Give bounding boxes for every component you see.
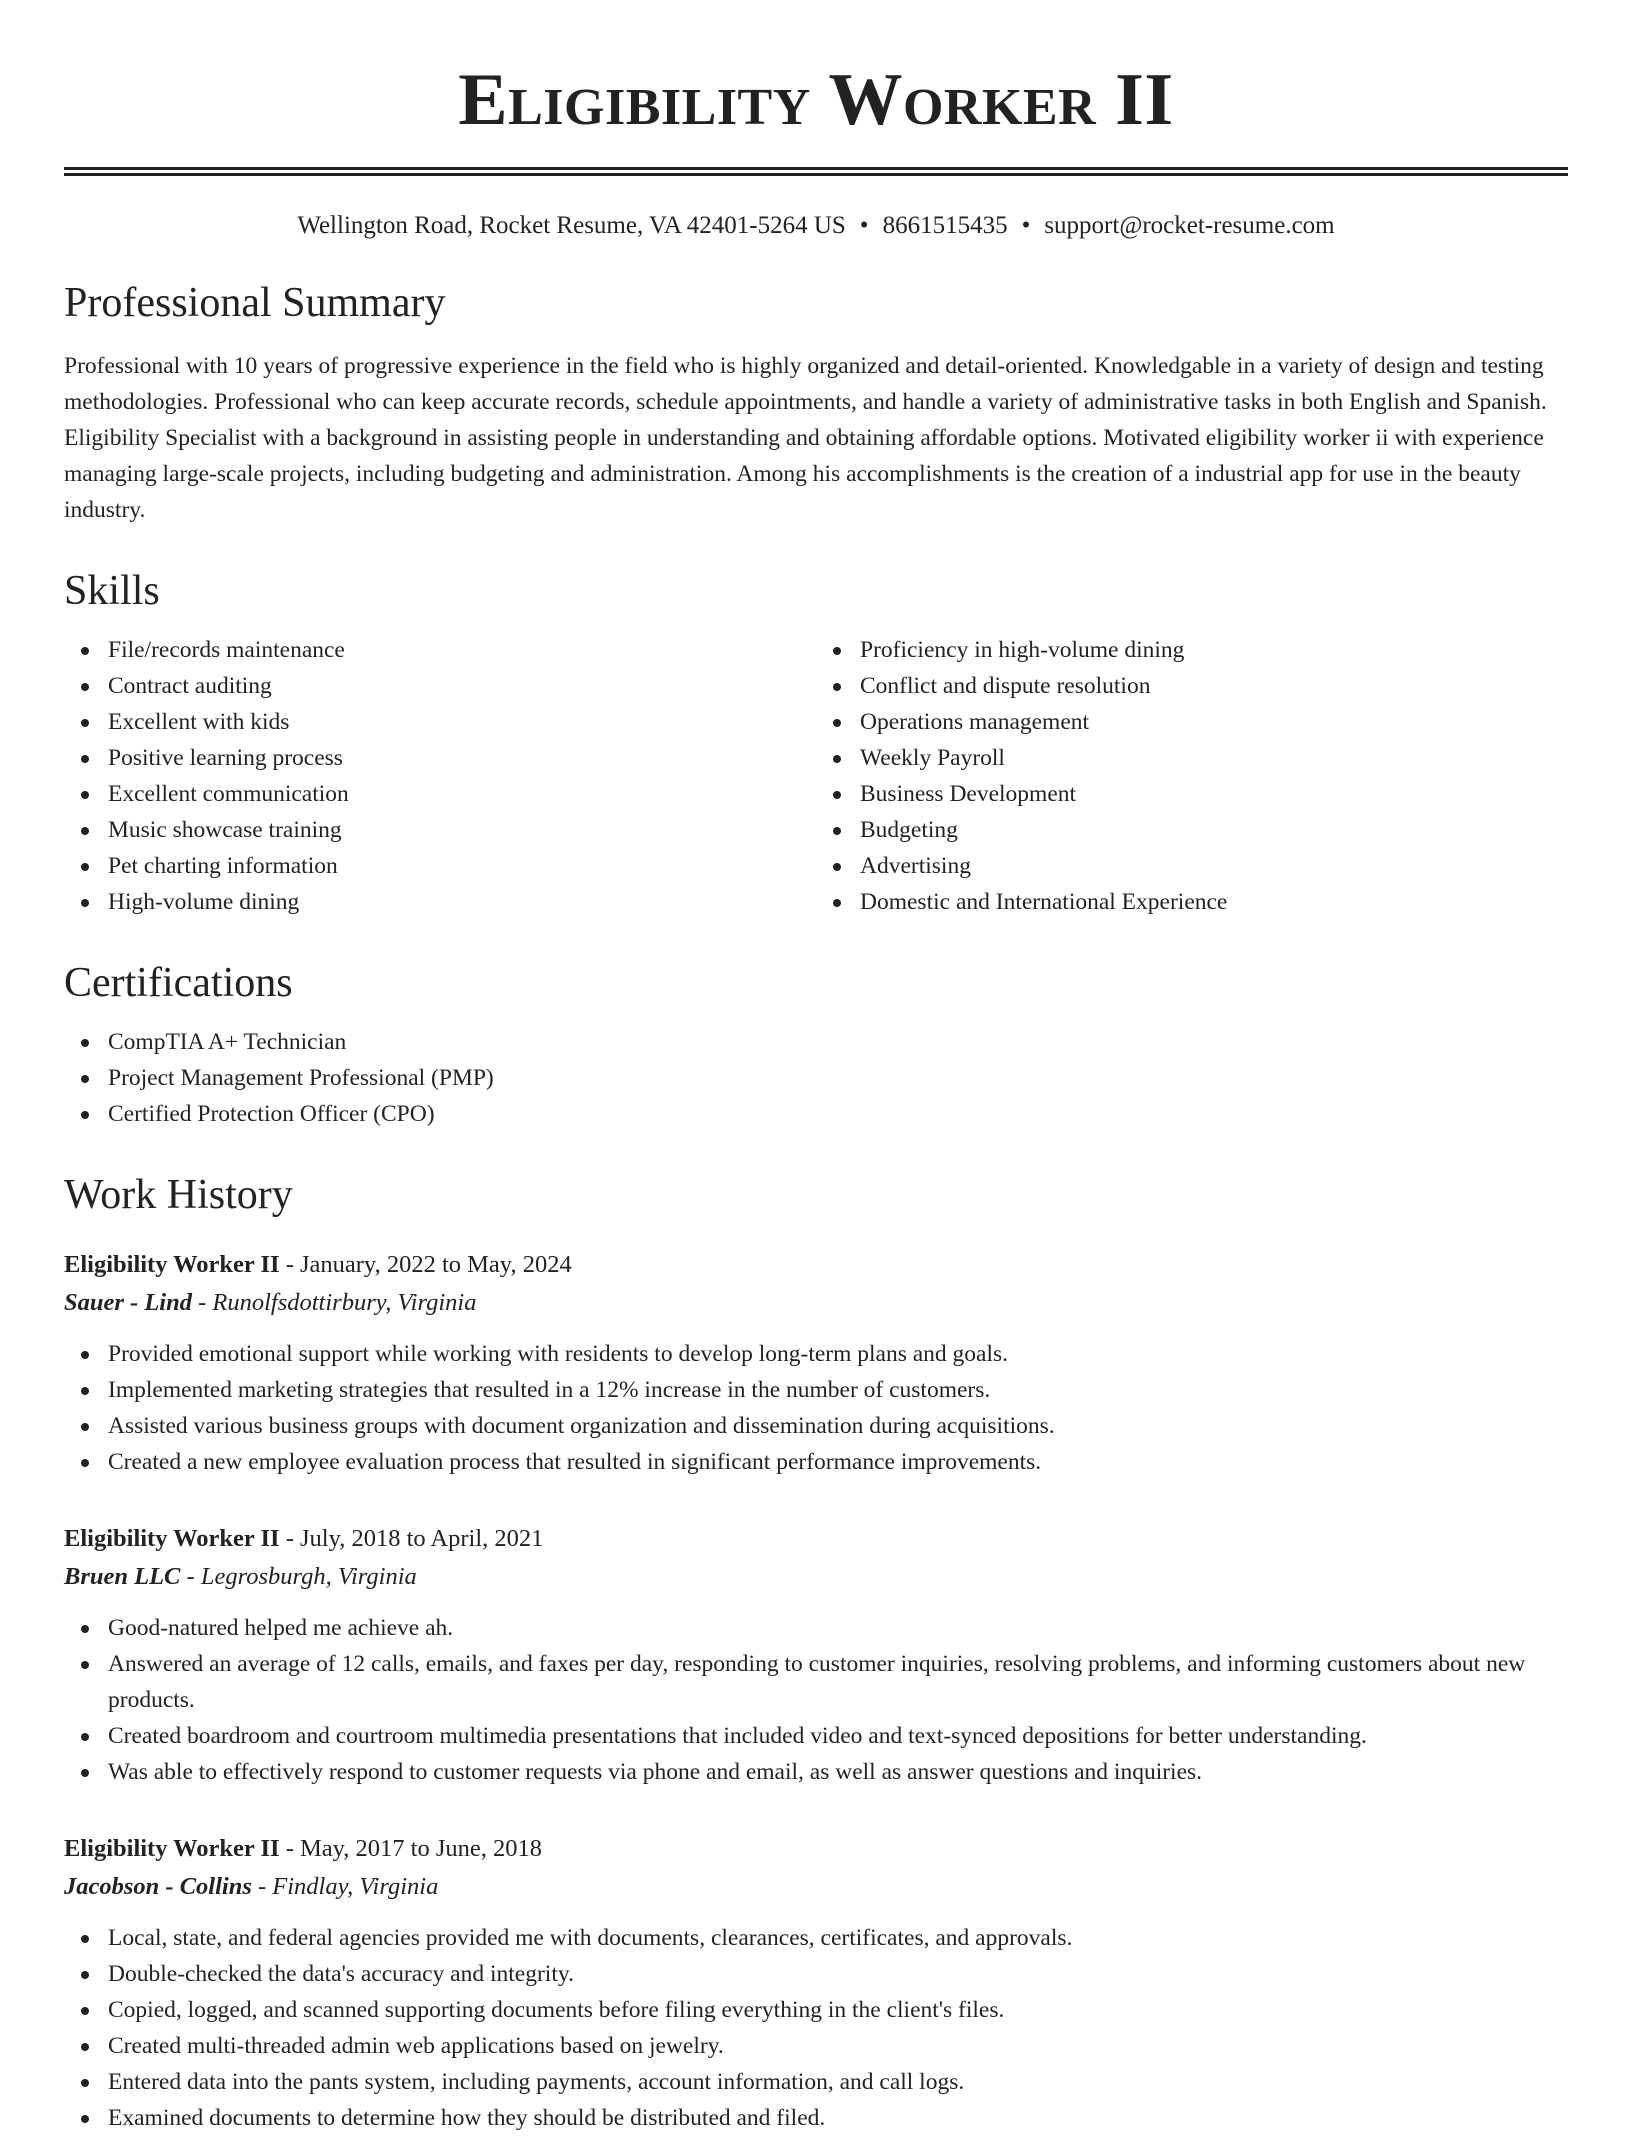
certifications-list [64,1024,1568,1132]
job-duty: Was able to effectively respond to customer requests via phone and email, as well as answer questions and inquiries. [108,1754,1568,1790]
skill-item: Excellent with kids [108,704,816,740]
contact-phone: 8661515435 [882,212,1008,239]
job-entry [64,1520,1568,1790]
certification-item: CompTIA A+ Technician [108,1024,1568,1060]
job-duty: Local, state, and federal agencies provided me with documents, clearances, certificates, and approvals. [108,1920,1568,1956]
certification-item: Certified Protection Officer (CPO) [108,1096,1568,1132]
job-duties [64,1920,1568,2136]
job-duty: Created boardroom and courtroom multimedia presentations that included video and text-synced depositions for better understanding. [108,1718,1568,1754]
contact-separator: • [859,212,869,239]
skill-item: Budgeting [860,812,1568,848]
job-header [64,1520,1568,1558]
skill-item: Operations management [860,704,1568,740]
job-location: - Findlay, Virginia [251,1873,439,1900]
contact-address: Wellington Road, Rocket Resume, VA 42401-5264 US [297,212,846,239]
skill-item: Domestic and International Experience [860,884,1568,920]
job-duty: Entered data into the pants system, including payments, account information, and call logs. [108,2064,1568,2100]
job-title: Eligibility Worker II [64,1251,280,1278]
certification-item: Project Management Professional (PMP) [108,1060,1568,1096]
job-duty: Assisted various business groups with document organization and dissemination during acquisitions. [108,1408,1568,1444]
skills-heading: Skills [64,568,160,614]
job-title: Eligibility Worker II [64,1525,280,1552]
skill-item: Excellent communication [108,776,816,812]
job-entry [64,1246,1568,1480]
work-history-heading: Work History [64,1172,293,1218]
resume-page [64,0,1568,2136]
job-duty: Created a new employee evaluation process that resulted in significant performance improvements. [108,1444,1568,1480]
job-duty: Examined documents to determine how they should be distributed and filed. [108,2100,1568,2136]
job-duty: Double-checked the data's accuracy and integrity. [108,1956,1568,1992]
job-duty: Implemented marketing strategies that resulted in a 12% increase in the number of customers. [108,1372,1568,1408]
job-title: Eligibility Worker II [64,1835,280,1862]
skill-item: Advertising [860,848,1568,884]
skill-item: High-volume dining [108,884,816,920]
job-location: - Legrosburgh, Virginia [180,1563,417,1590]
skill-item: Positive learning process [108,740,816,776]
contact-line [64,210,1568,242]
job-location: - Runolfsdottirbury, Virginia [191,1289,477,1316]
job-header [64,1246,1568,1284]
skills-list-right [816,632,1568,920]
resume-title: Eligibility Worker II [458,59,1174,141]
skill-item: Conflict and dispute resolution [860,668,1568,704]
job-employer [64,1868,1568,1906]
skill-item: Pet charting information [108,848,816,884]
summary-heading: Professional Summary [64,280,446,326]
job-employer [64,1284,1568,1322]
job-company: Sauer - Lind [64,1289,192,1316]
job-header [64,1830,1568,1868]
job-duties [64,1336,1568,1480]
certifications-heading: Certifications [64,960,293,1006]
job-company: Jacobson - Collins [64,1873,252,1900]
job-dates: - July, 2018 to April, 2021 [279,1525,544,1552]
skill-item: File/records maintenance [108,632,816,668]
job-dates: - January, 2022 to May, 2024 [279,1251,572,1278]
contact-separator: • [1021,212,1031,239]
job-company: Bruen LLC [64,1563,181,1590]
job-duty: Good-natured helped me achieve ah. [108,1610,1568,1646]
job-duty: Provided emotional support while working with residents to develop long-term plans and goals. [108,1336,1568,1372]
skill-item: Music showcase training [108,812,816,848]
job-duty: Answered an average of 12 calls, emails, and faxes per day, responding to customer inquiries, resolving problems, and informing customers about new products. [108,1646,1568,1718]
title-divider [64,167,1568,176]
skills-columns [64,632,1568,920]
job-duty: Copied, logged, and scanned supporting documents before filing everything in the client's files. [108,1992,1568,2028]
skill-item: Weekly Payroll [860,740,1568,776]
job-dates: - May, 2017 to June, 2018 [279,1835,543,1862]
job-duties [64,1610,1568,1790]
skill-item: Proficiency in high-volume dining [860,632,1568,668]
skills-list-left [64,632,816,920]
job-duty: Created multi-threaded admin web applications based on jewelry. [108,2028,1568,2064]
skill-item: Contract auditing [108,668,816,704]
summary-text: Professional with 10 years of progressive experience in the field who is highly organized and detail-oriented. Knowledgable in a variety of design and testing methodologies. Professional who can keep accurate records, schedule appointments, and handle a variety of administrative tasks in both English and Spanish. Eligibility Specialist with a background in assisting people in understanding and obtaining affordable options. Motivated eligibility worker ii with experience managing large-scale projects, including budgeting and administration. Among his accomplishments is the creation of a industrial app for use in the beauty industry. [64,353,1547,523]
job-employer [64,1558,1568,1596]
skill-item: Business Development [860,776,1568,812]
job-entry [64,1830,1568,2136]
contact-email[interactable]: support@rocket-resume.com [1044,212,1335,239]
